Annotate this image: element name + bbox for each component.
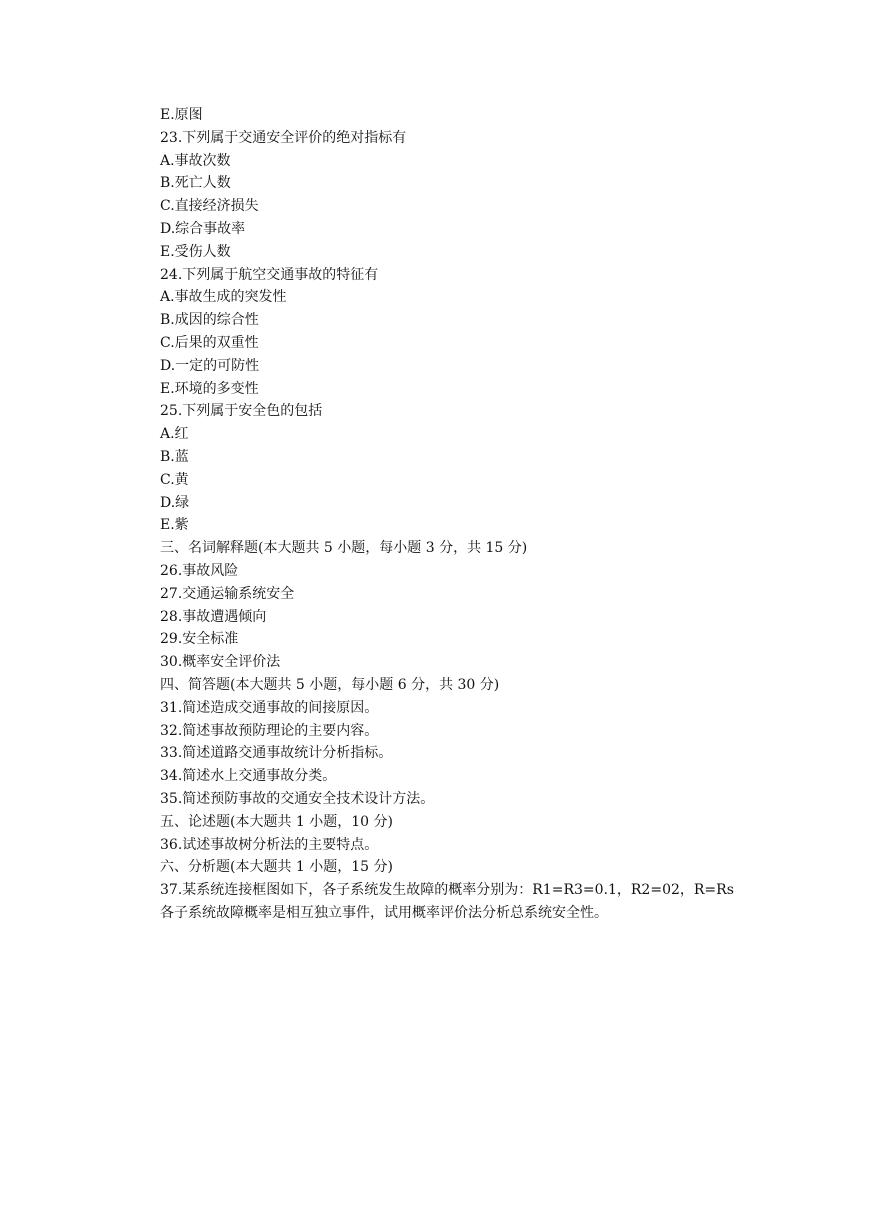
question-35: 35.简述预防事故的交通安全技术设计方法。 (160, 790, 435, 807)
option-c: C.黄 (160, 471, 189, 488)
question-34: 34.简述水上交通事故分类。 (160, 768, 337, 785)
option-d: D.综合事故率 (160, 220, 246, 237)
option-a: A.事故次数 (160, 152, 231, 169)
section-5-heading: 五、论述题(本大题共 1 小题，10 分) (160, 813, 393, 830)
question-36: 36.试述事故树分析法的主要特点。 (160, 836, 379, 853)
option-b: B.死亡人数 (160, 175, 231, 192)
option-a: A.红 (160, 426, 189, 443)
option-e: E.受伤人数 (160, 243, 231, 260)
question-29: 29.安全标准 (160, 631, 239, 648)
option-e: E.环境的多变性 (160, 380, 259, 397)
document-body (160, 104, 780, 925)
option-b: B.成因的综合性 (160, 312, 259, 329)
question-28: 28.事故遭遇倾向 (160, 608, 267, 625)
section-4-heading: 四、简答题(本大题共 5 小题，每小题 6 分，共 30 分) (160, 676, 500, 693)
question-32: 32.简述事故预防理论的主要内容。 (160, 722, 379, 739)
question-27: 27.交通运输系统安全 (160, 585, 295, 602)
section-3-heading: 三、名词解释题(本大题共 5 小题，每小题 3 分，共 15 分) (160, 540, 528, 557)
question-30: 30.概率安全评价法 (160, 654, 281, 671)
question-37-line-1: 37.某系统连接框图如下，各子系统发生故障的概率分别为：R1=R3=0.1，R2=02，R=Rs (160, 882, 734, 899)
option-e-original-image: E.原图 (160, 107, 203, 123)
question-31: 31.简述造成交通事故的间接原因。 (160, 699, 379, 716)
question-24: 24.下列属于航空交通事故的特征有 (160, 266, 379, 283)
question-37-line-2: 各子系统故障概率是相互独立事件，试用概率评价法分析总系统安全性。 (160, 904, 608, 921)
option-b: B.蓝 (160, 448, 189, 465)
option-e: E.紫 (160, 517, 189, 534)
option-d: D.绿 (160, 494, 190, 511)
option-c: C.后果的双重性 (160, 334, 259, 351)
question-33: 33.简述道路交通事故统计分析指标。 (160, 745, 393, 762)
question-25: 25.下列属于安全色的包括 (160, 403, 323, 420)
option-a: A.事故生成的突发性 (160, 289, 287, 306)
option-c: C.直接经济损失 (160, 198, 259, 215)
question-26: 26.事故风险 (160, 562, 239, 579)
section-6-heading: 六、分析题(本大题共 1 小题，15 分) (160, 859, 393, 876)
question-23: 23.下列属于交通安全评价的绝对指标有 (160, 129, 407, 146)
option-d: D.一定的可防性 (160, 357, 260, 374)
